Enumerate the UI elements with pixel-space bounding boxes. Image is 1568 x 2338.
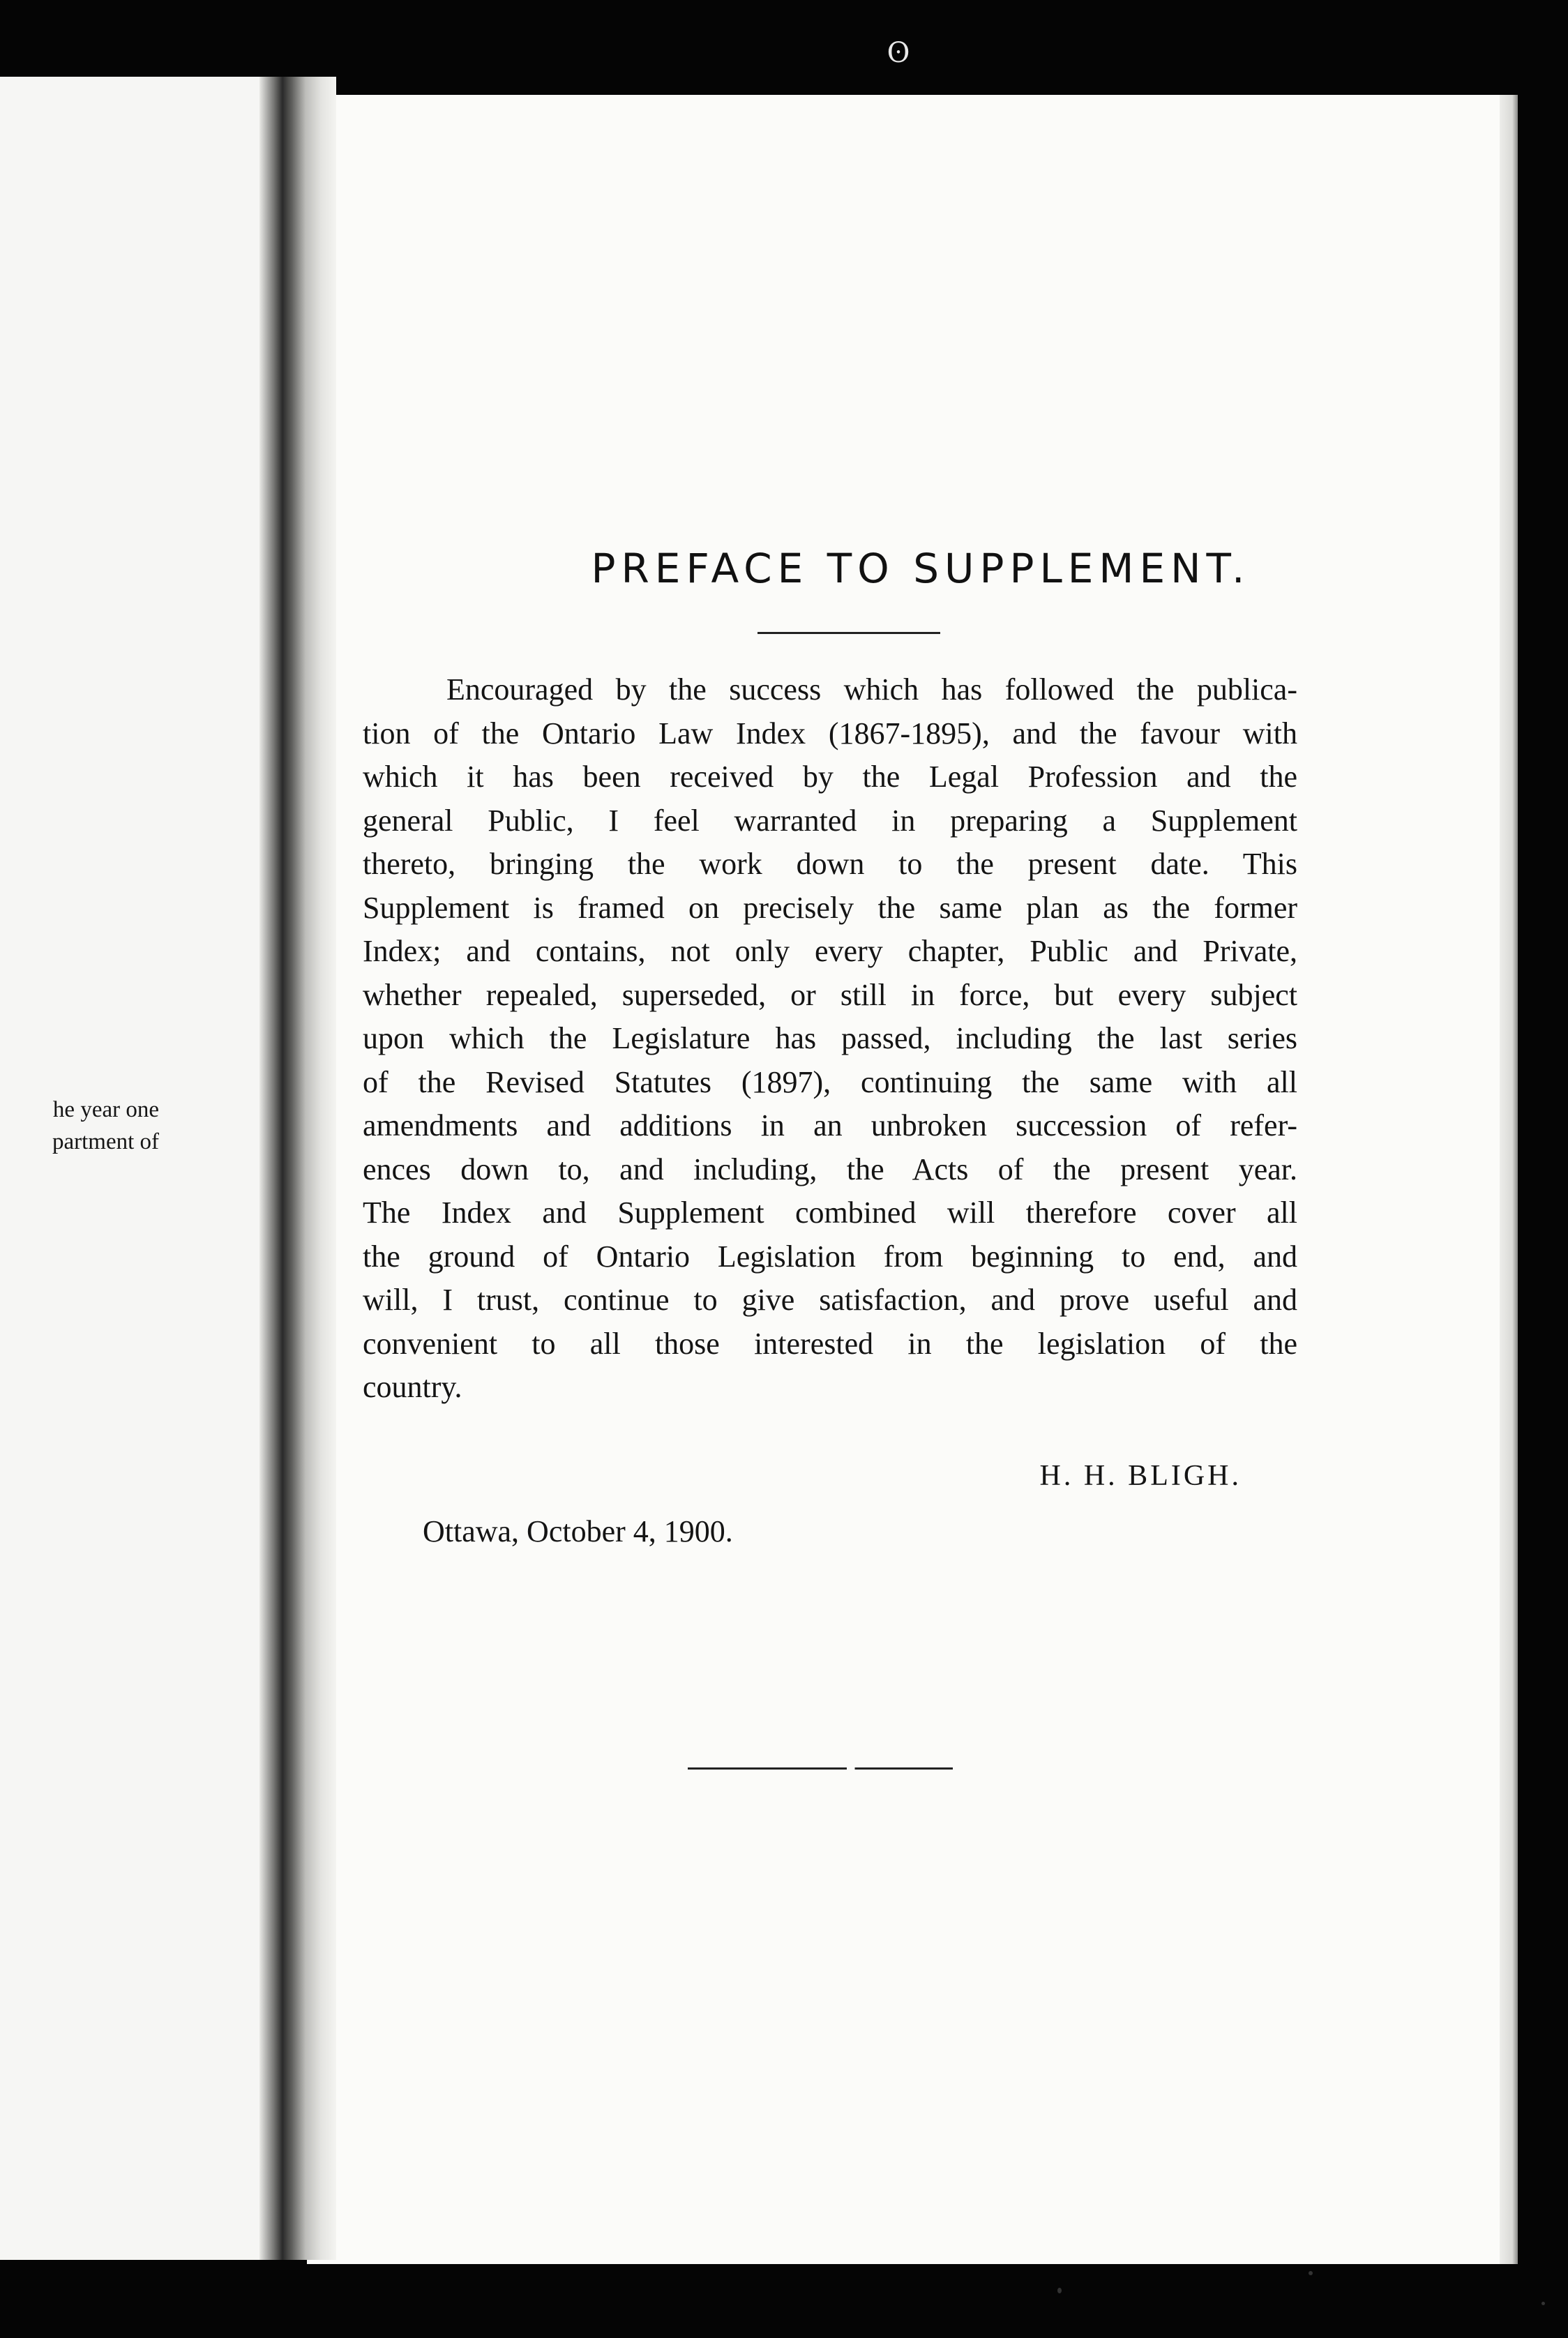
body-line: ences down to, and including, the Acts of the present year. bbox=[363, 1152, 1297, 1186]
author-signature: H. H. BLIGH. bbox=[1039, 1460, 1242, 1492]
left-page-line: partment of bbox=[52, 1129, 159, 1154]
page-edge bbox=[1500, 95, 1518, 2264]
scan-speck bbox=[1541, 2302, 1545, 2305]
body-line: general Public, I feel warranted in preparing a Supplement bbox=[363, 803, 1297, 838]
scan-speck bbox=[1057, 2288, 1062, 2293]
left-page-fragment bbox=[0, 1094, 159, 1158]
body-line: tion of the Ontario Law Index (1867-1895), and the favour with bbox=[363, 716, 1297, 751]
body-line: Index; and contains, not only every chapter, Public and Private, bbox=[363, 934, 1297, 968]
preface-body bbox=[363, 668, 1297, 1410]
title-rule bbox=[757, 632, 940, 634]
body-line: thereto, bringing the work down to the present date. This bbox=[363, 847, 1297, 881]
book-gutter bbox=[259, 77, 336, 2260]
body-line: whether repealed, superseded, or still in force, but every subject bbox=[363, 977, 1297, 1012]
closing-rule bbox=[688, 1767, 953, 1770]
scan-speck bbox=[1309, 2271, 1313, 2275]
page-title: PREFACE TO SUPPLEMENT. bbox=[591, 545, 1251, 592]
body-line: the ground of Ontario Legislation from beginning to end, and bbox=[363, 1239, 1297, 1274]
body-line: convenient to all those interested in the legislation of the bbox=[363, 1326, 1297, 1361]
body-line: The Index and Supplement combined will therefore cover all bbox=[363, 1196, 1297, 1230]
body-line: Supplement is framed on precisely the same plan as the former bbox=[363, 890, 1297, 925]
body-line: country. bbox=[363, 1370, 462, 1404]
left-page-line: he year one bbox=[52, 1097, 159, 1122]
body-line: will, I trust, continue to give satisfaction, and prove useful and bbox=[363, 1283, 1297, 1317]
left-page bbox=[0, 77, 278, 2260]
dateline: Ottawa, October 4, 1900. bbox=[423, 1514, 733, 1548]
body-line: which it has been received by the Legal Profession and the bbox=[363, 760, 1297, 794]
top-margin-mark: ʘ bbox=[887, 37, 910, 69]
body-line: Encouraged by the success which has followed the publica- bbox=[446, 672, 1297, 707]
body-line: of the Revised Statutes (1897), continuing the same with all bbox=[363, 1064, 1297, 1099]
body-line: upon which the Legislature has passed, including the last series bbox=[363, 1021, 1297, 1055]
body-line: amendments and additions in an unbroken succession of refer- bbox=[363, 1108, 1297, 1142]
